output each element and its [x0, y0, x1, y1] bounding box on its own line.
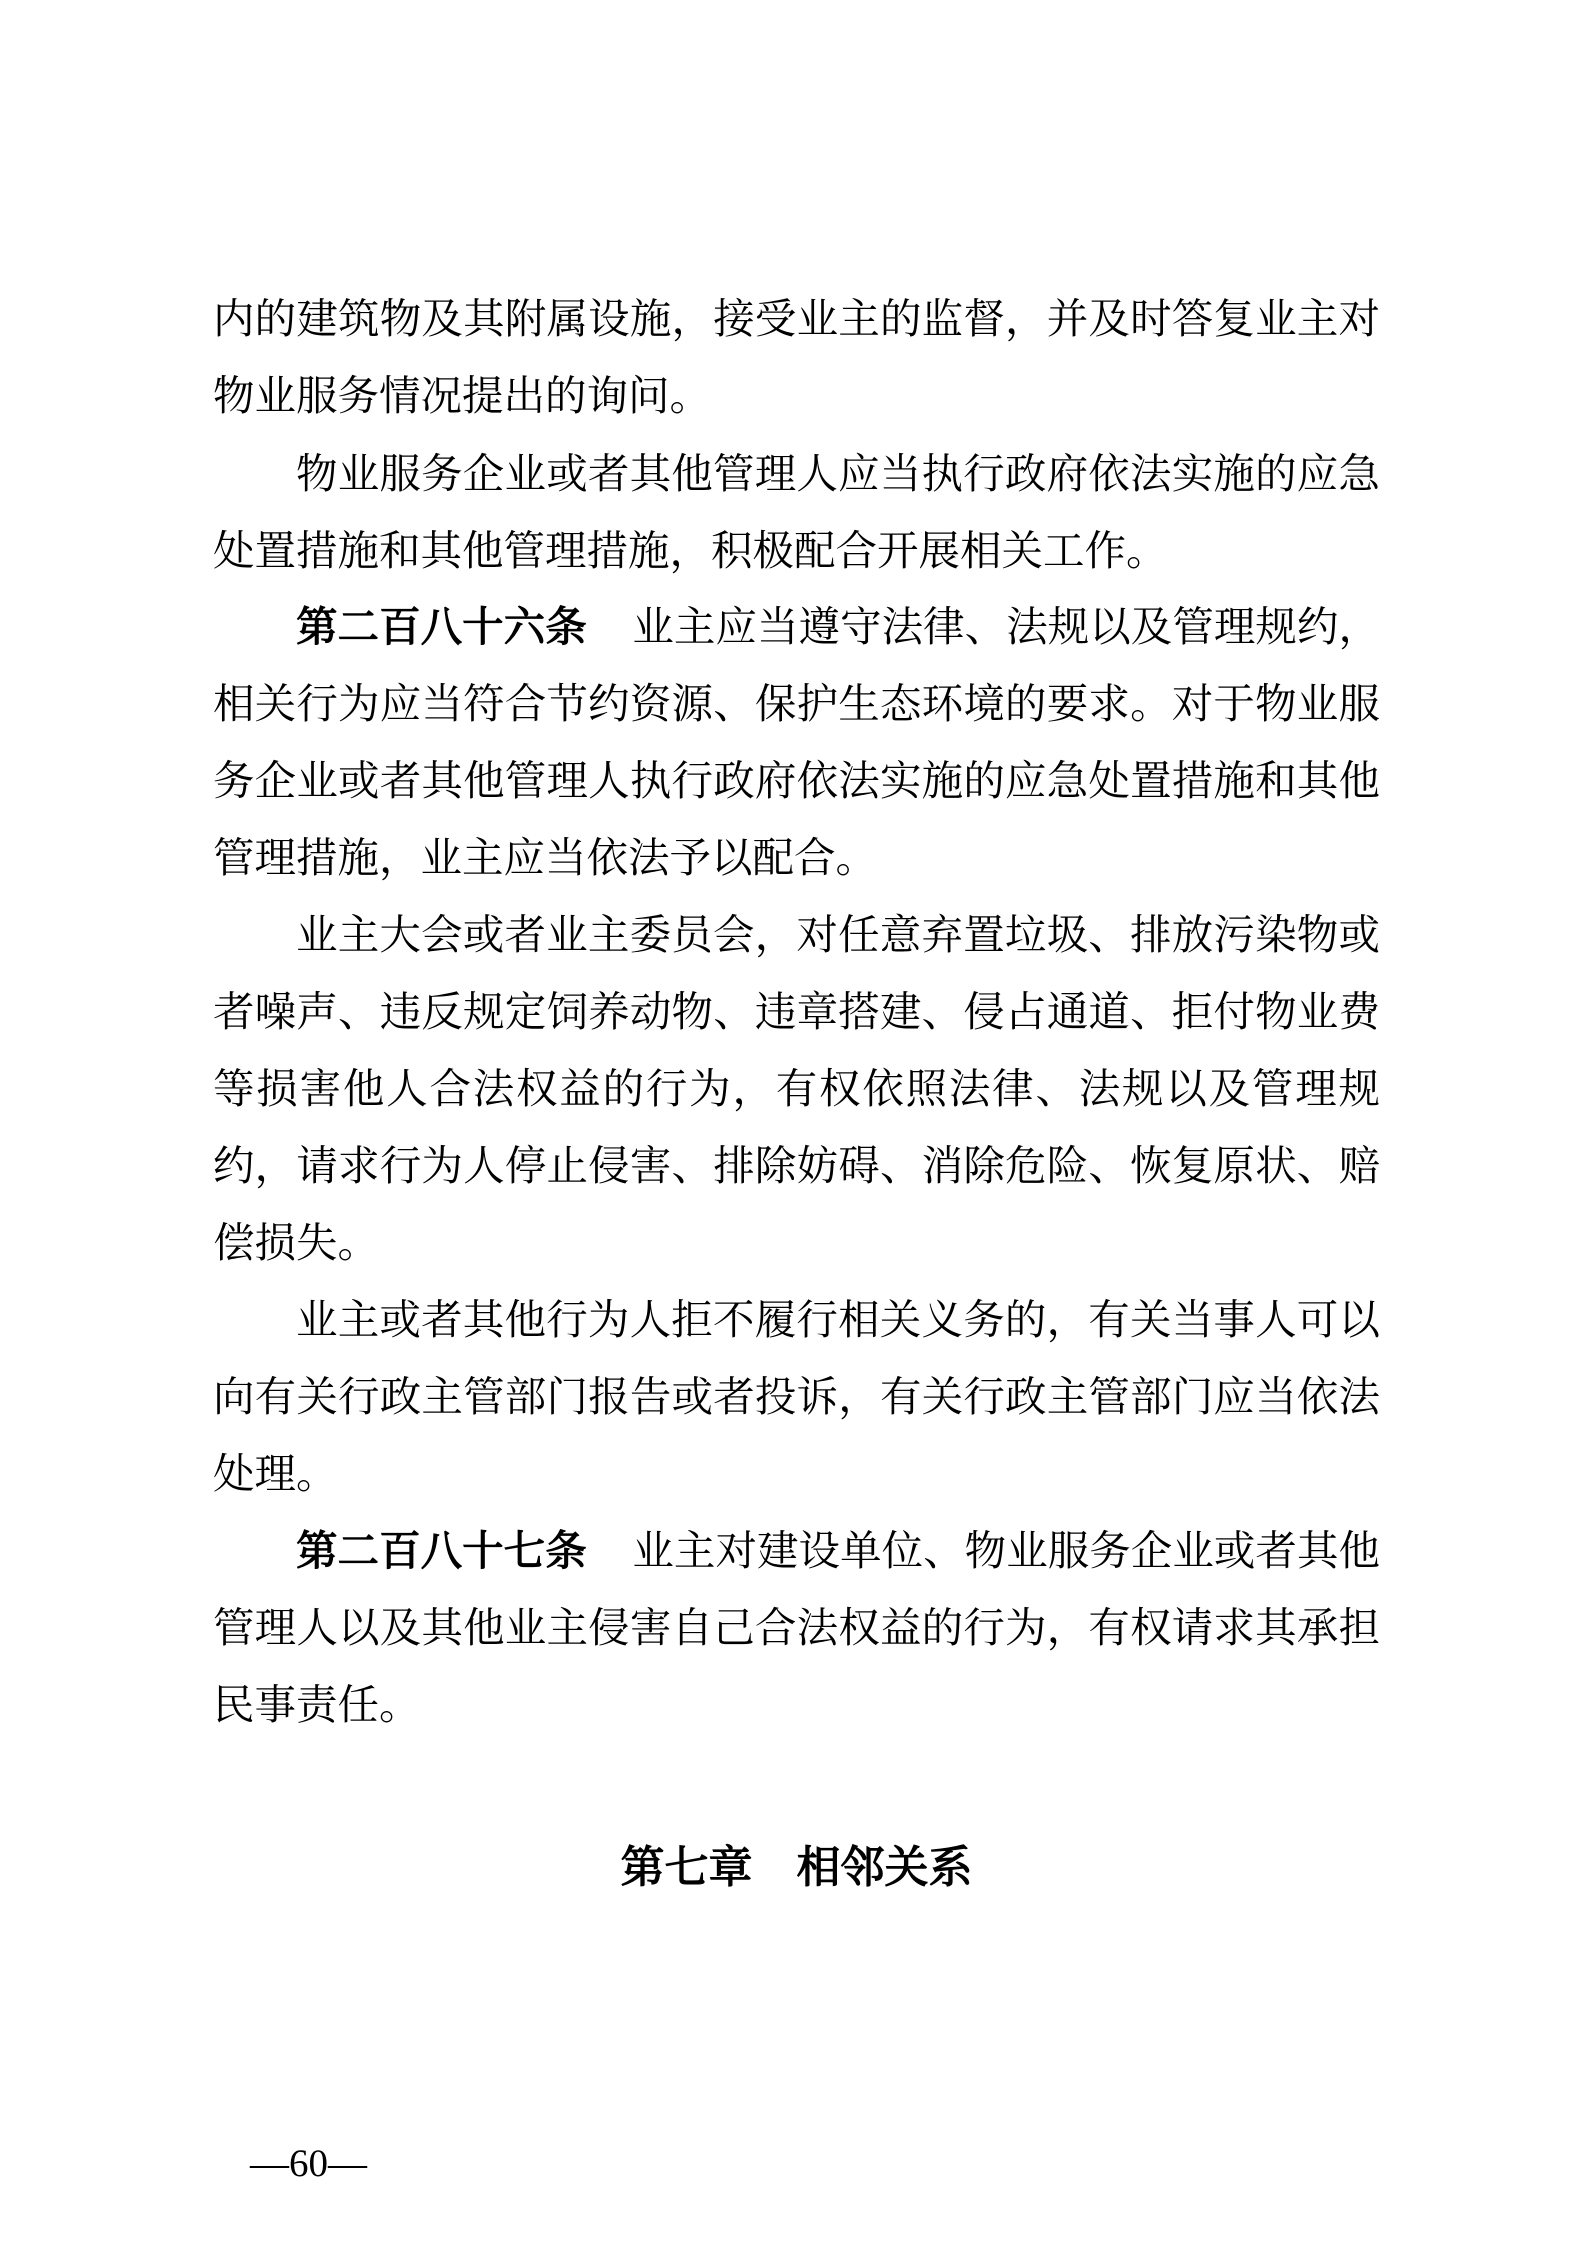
body-paragraph [213, 1282, 1380, 1513]
page-number: —60— [250, 2142, 367, 2185]
body-paragraph [213, 281, 1380, 435]
paragraph-text: 业主大会或者业主委员会，对任意弃置垃圾、排放污染物或者噪声、违反规定饲养动物、违章搭建、侵占通道、拒付物业费等损害他人合法权益的行为，有权依照法律、法规以及管理规约，请求行为人停止侵害、排除妨碍、消除危险、恢复原状、赔偿损失。 [213, 912, 1380, 1266]
page-footer [250, 2144, 367, 2184]
document-body [213, 0, 1380, 2245]
body-paragraph [213, 436, 1380, 590]
paragraph-text: 业主或者其他行为人拒不履行相关义务的，有关当事人可以向有关行政主管部门报告或者投诉，有关行政主管部门应当依法处理。 [213, 1297, 1380, 1497]
body-paragraph-article-287 [213, 1513, 1380, 1744]
chapter-number: 第七章 [620, 1842, 753, 1893]
paragraph-text: 业主对建设单位、物业服务企业或者其他管理人以及其他业主侵害自己合法权益的行为，有权请求其承担民事责任。 [213, 1528, 1380, 1728]
paragraph-text: 业主应当遵守法律、法规以及管理规约，相关行为应当符合节约资源、保护生态环境的要求。对于物业服务企业或者其他管理人执行政府依法实施的应急处置措施和其他管理措施，业主应当依法予以配合。 [213, 604, 1380, 881]
body-paragraph-article-286 [213, 589, 1380, 897]
article-number: 第二百八十六条 [296, 604, 587, 650]
article-number: 第二百八十七条 [296, 1528, 587, 1574]
chapter-title: 相邻关系 [796, 1842, 973, 1893]
chapter-heading [213, 1836, 1380, 1900]
paragraph-text: 物业服务企业或者其他管理人应当执行政府依法实施的应急处置措施和其他管理措施，积极配合开展相关工作。 [213, 451, 1380, 574]
paragraph-text: 内的建筑物及其附属设施，接受业主的监督，并及时答复业主对物业服务情况提出的询问。 [213, 296, 1380, 419]
body-paragraph [213, 897, 1380, 1282]
